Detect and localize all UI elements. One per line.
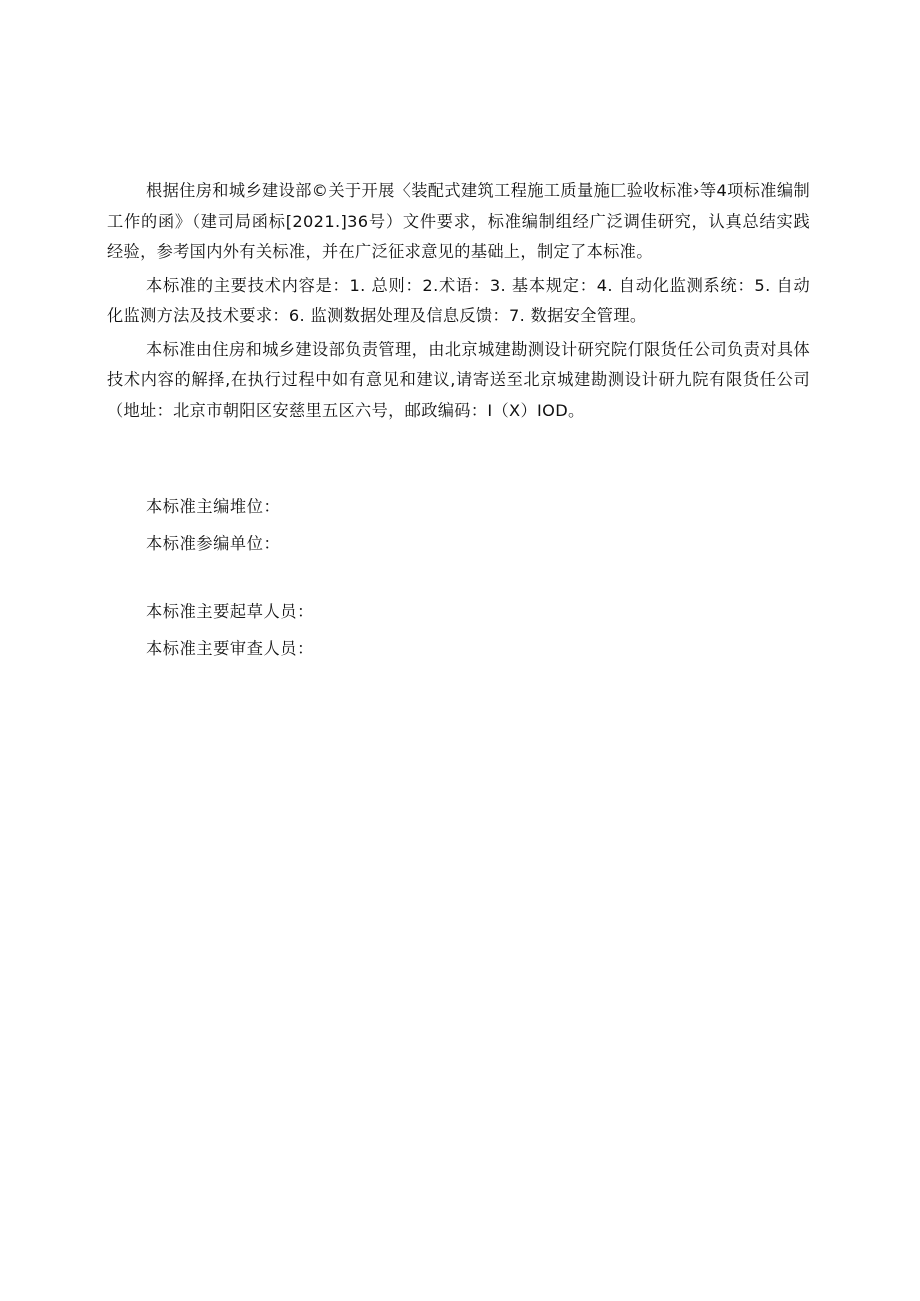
preface-paragraph-basis: 根据住房和城乡建设部©关于开展〈装配式建筑工程施工质量施匚验收标准›等4项标准编制工作的函》（建司局函标[2021.]36号）文件要求，标准编制组经广泛调佳研究，认真总结实践经验，参考国内外有关标准，并在广泛征求意见的基础上，制定了本标准。 bbox=[107, 181, 810, 261]
main-drafters-label: 本标准主要起草人员： bbox=[146, 602, 314, 621]
preface-paragraph-contents: 本标准的主要技术内容是：1. 总则：2.术语：3. 基本规定：4. 自动化监测系统：5. 自动化监测方法及技术要求：6. 监测数据处理及信息反馈：7. 数据安全管理。 bbox=[107, 275, 810, 325]
main-reviewers-label: 本标准主要审查人员： bbox=[146, 639, 314, 658]
participating-unit-label: 本标准参编单位： bbox=[146, 534, 281, 553]
preface-body bbox=[107, 176, 810, 429]
preface-paragraph-management: 本标准由住房和城乡建设部负责管理，由北京城建勘测设计研究院仃限货任公司负责对具体技术内容的解择,在执行过程中如有意见和建议,请寄送至北京城建勘测设计研九院有限货任公司（地址：北京市朝阳区安慈里五区六号，邮政编码：I（X）IOD。 bbox=[107, 339, 810, 420]
chief-editor-unit-label: 本标准主编堆位： bbox=[146, 497, 281, 516]
